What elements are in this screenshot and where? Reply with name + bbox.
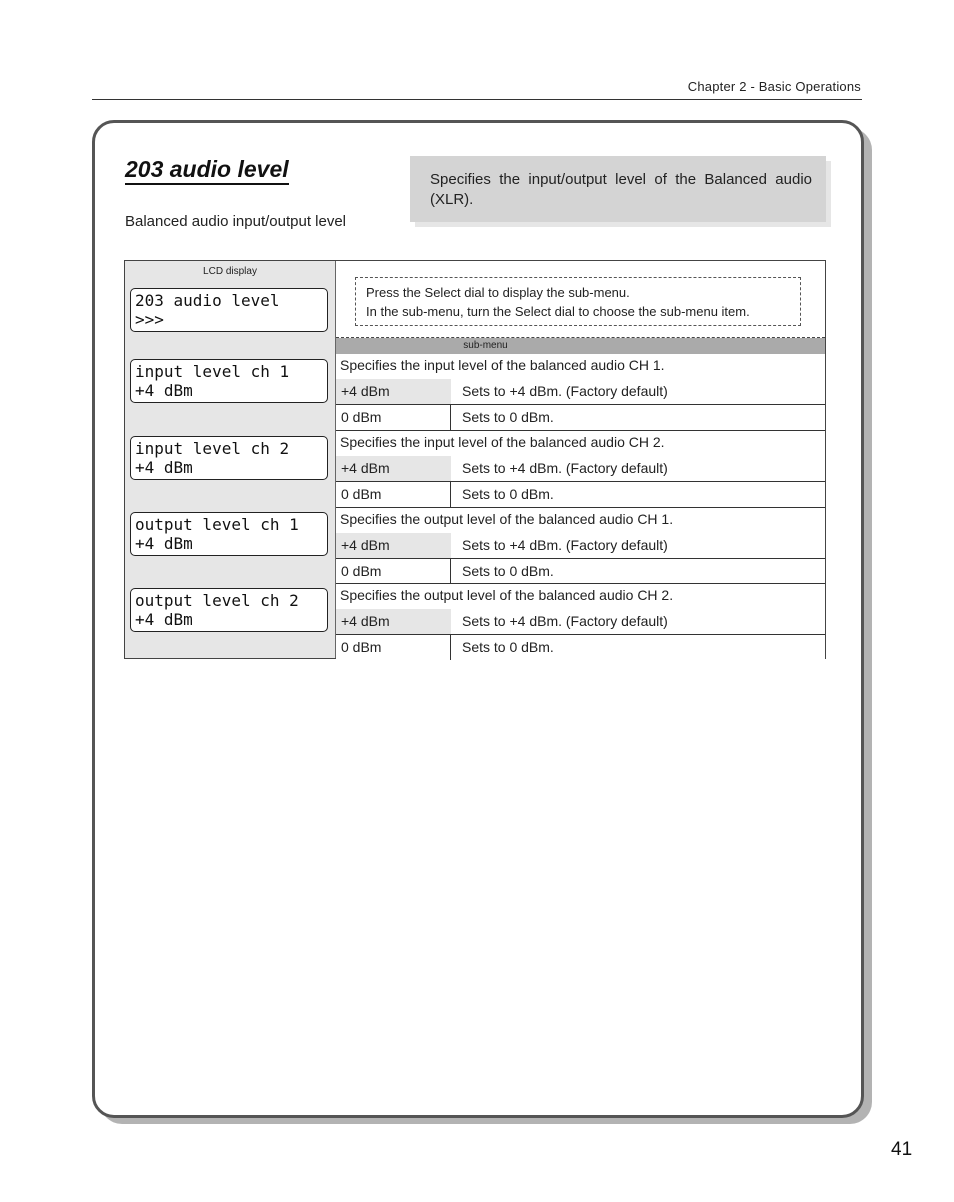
lcd-line-2: +4 dBm bbox=[135, 458, 193, 477]
option-value: +4 dBm bbox=[336, 533, 451, 558]
lcd-line-2: +4 dBm bbox=[135, 610, 193, 629]
submenu-group-input-ch2 bbox=[336, 431, 825, 507]
option-text: Sets to +4 dBm. (Factory default) bbox=[462, 613, 668, 629]
option-value: +4 dBm bbox=[336, 379, 451, 404]
option-value: 0 dBm bbox=[336, 559, 451, 584]
option-row bbox=[336, 379, 825, 404]
settings-table bbox=[124, 260, 826, 659]
option-text: Sets to 0 dBm. bbox=[462, 486, 554, 502]
option-text: Sets to 0 dBm. bbox=[462, 639, 554, 655]
lcd-input-ch1 bbox=[130, 359, 328, 403]
section-title: 203 audio level bbox=[125, 156, 289, 185]
group-description: Specifies the input level of the balanced audio CH 1. bbox=[340, 357, 665, 373]
lcd-line-1: output level ch 2 bbox=[135, 591, 299, 610]
option-row bbox=[336, 456, 825, 481]
option-row bbox=[336, 533, 825, 558]
group-description: Specifies the output level of the balanced audio CH 2. bbox=[340, 587, 674, 603]
hint-area bbox=[336, 261, 825, 337]
section-description: Specifies the input/output level of the Balanced audio (XLR). bbox=[410, 156, 826, 222]
group-description: Specifies the output level of the balanced audio CH 1. bbox=[340, 511, 674, 527]
option-row bbox=[336, 634, 825, 660]
submenu-group-input-ch1 bbox=[336, 354, 825, 430]
hint-line-2: In the sub-menu, turn the Select dial to choose the sub-menu item. bbox=[366, 304, 750, 319]
lcd-display-label: LCD display bbox=[203, 266, 257, 277]
lcd-line-1: output level ch 1 bbox=[135, 515, 299, 534]
option-text: Sets to +4 dBm. (Factory default) bbox=[462, 460, 668, 476]
option-row bbox=[336, 481, 825, 507]
hint-box bbox=[355, 277, 801, 326]
lcd-output-ch1 bbox=[130, 512, 328, 556]
group-description: Specifies the input level of the balanced audio CH 2. bbox=[340, 434, 665, 450]
option-text: Sets to +4 dBm. (Factory default) bbox=[462, 383, 668, 399]
page-number: 41 bbox=[891, 1139, 913, 1160]
chapter-header: Chapter 2 - Basic Operations bbox=[687, 79, 861, 94]
lcd-column bbox=[125, 261, 336, 658]
hint-line-1: Press the Select dial to display the sub-menu. bbox=[366, 285, 630, 300]
lcd-input-ch2 bbox=[130, 436, 328, 480]
lcd-line-1: input level ch 2 bbox=[135, 439, 290, 458]
section-subtitle: Balanced audio input/output level bbox=[125, 213, 347, 230]
lcd-line-1: 203 audio level bbox=[135, 291, 280, 310]
option-value: 0 dBm bbox=[336, 482, 451, 507]
lcd-line-2: >>> bbox=[135, 310, 164, 329]
submenu-group-output-ch1 bbox=[336, 508, 825, 584]
option-value: 0 dBm bbox=[336, 635, 451, 660]
lcd-line-1: input level ch 1 bbox=[135, 362, 290, 381]
option-row bbox=[336, 609, 825, 634]
option-value: +4 dBm bbox=[336, 609, 451, 634]
lcd-line-2: +4 dBm bbox=[135, 534, 193, 553]
option-value: +4 dBm bbox=[336, 456, 451, 481]
lcd-output-ch2 bbox=[130, 588, 328, 632]
option-row bbox=[336, 404, 825, 430]
option-text: Sets to 0 dBm. bbox=[462, 409, 554, 425]
option-value: 0 dBm bbox=[336, 405, 451, 430]
submenu-group-output-ch2 bbox=[336, 584, 825, 660]
option-row bbox=[336, 558, 825, 584]
submenu-bar: sub-menu bbox=[336, 338, 825, 354]
header-rule bbox=[92, 99, 862, 100]
option-text: Sets to +4 dBm. (Factory default) bbox=[462, 537, 668, 553]
main-lcd bbox=[130, 288, 328, 332]
option-text: Sets to 0 dBm. bbox=[462, 563, 554, 579]
lcd-line-2: +4 dBm bbox=[135, 381, 193, 400]
